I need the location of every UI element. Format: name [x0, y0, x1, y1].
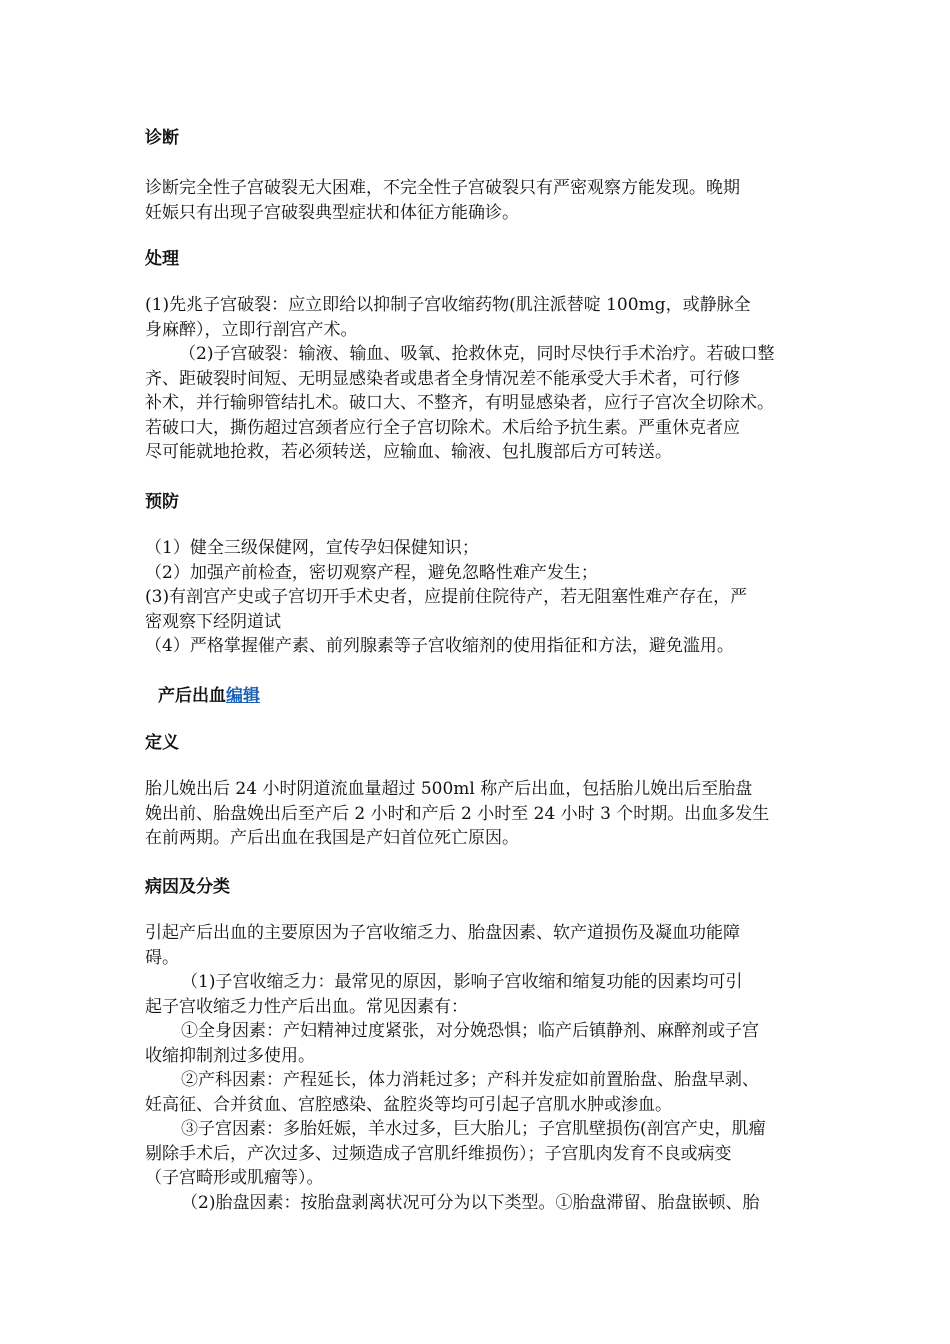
text-line: 碍。 — [145, 947, 179, 968]
heading-prevention: 预防 — [145, 492, 179, 512]
heading-diagnosis: 诊断 — [145, 128, 179, 148]
text-line: 胎儿娩出后 24 小时阴道流血量超过 500ml 称产后出血，包括胎儿娩出后至胎盘 — [145, 779, 753, 799]
edit-link[interactable]: 编辑 — [226, 686, 260, 706]
text-line: 剔除手术后，产次过多、过频造成子宫肌纤维损伤）；子宫肌肉发育不良或病变 — [145, 1143, 732, 1164]
text-line: 娩出前、胎盘娩出后至产后 2 小时和产后 2 小时至 24 小时 3 个时期。出血多发生 — [145, 803, 770, 824]
paragraph-treatment — [145, 293, 810, 465]
text-line: ②产科因素：产程延长，体力消耗过多；产科并发症如前置胎盘、胎盘早剥、 — [181, 1070, 759, 1090]
section-title-text: 产后出血 — [158, 686, 226, 706]
paragraph-etiology — [145, 921, 810, 1215]
paragraph-prevention — [145, 536, 810, 659]
text-line: 密观察下经阴道试 — [145, 611, 281, 632]
text-line: 在前两期。产后出血在我国是产妇首位死亡原因。 — [145, 828, 519, 848]
text-line: （2)子宫破裂：输液、输血、吸氧、抢救休克，同时尽快行手术治疗。若破口整 — [179, 344, 775, 364]
text-line: 补术，并行输卵管结扎术。破口大、不整齐，有明显感染者，应行子宫次全切除术。 — [145, 393, 774, 413]
text-line: ①全身因素：产妇精神过度紧张，对分娩恐惧；临产后镇静剂、麻醉剂或子宫 — [181, 1021, 759, 1041]
text-line: 诊断完全性子宫破裂无大困难，不完全性子宫破裂只有严密观察方能发现。晚期 — [145, 178, 740, 198]
heading-etiology: 病因及分类 — [145, 877, 230, 897]
text-line: 妊娠只有出现子宫破裂典型症状和体征方能确诊。 — [145, 202, 519, 223]
heading-treatment: 处理 — [145, 249, 179, 269]
text-line: 身麻醉），立即行剖宫产术。 — [145, 319, 358, 340]
text-line: （1)子宫收缩乏力：最常见的原因，影响子宫收缩和缩复功能的因素均可引 — [181, 972, 743, 992]
text-line: 齐、距破裂时间短、无明显感染者或患者全身情况差不能承受大手术者，可行修 — [145, 368, 740, 389]
text-line: （2)胎盘因素：按胎盘剥离状况可分为以下类型。①胎盘滞留、胎盘嵌顿、胎 — [181, 1192, 760, 1213]
paragraph-diagnosis — [145, 176, 810, 225]
text-line: 若破口大，撕伤超过宫颈者应行全子宫切除术。术后给予抗生素。严重休克者应 — [145, 417, 740, 438]
text-line: ③子宫因素：多胎妊娠，羊水过多，巨大胎儿；子宫肌壁损伤(剖宫产史，肌瘤 — [181, 1119, 766, 1139]
text-line: （2）加强产前检查，密切观察产程，避免忽略性难产发生； — [145, 562, 598, 583]
text-line: 妊高征、合并贫血、宫腔感染、盆腔炎等均可引起子宫肌水肿或渗血。 — [145, 1094, 672, 1115]
text-line: (3)有剖宫产史或子宫切开手术史者，应提前住院待产，若无阻塞性难产存在，严 — [145, 587, 748, 607]
text-line: 尽可能就地抢救，若必须转送，应输血、输液、包扎腹部后方可转送。 — [145, 442, 672, 462]
paragraph-definition — [145, 777, 810, 851]
text-line: 起子宫收缩乏力性产后出血。常见因素有： — [145, 996, 468, 1017]
text-line: (1)先兆子宫破裂：应立即给以抑制子宫收缩药物(肌注派替啶 100mg，或静脉全 — [145, 295, 751, 315]
text-line: （子宫畸形或肌瘤等）。 — [145, 1168, 324, 1188]
text-line: （1）健全三级保健网，宣传孕妇保健知识； — [145, 538, 479, 558]
text-line: （4）严格掌握催产素、前列腺素等子宫收缩剂的使用指征和方法，避免滥用。 — [145, 636, 734, 656]
text-line: 收缩抑制剂过多使用。 — [145, 1045, 315, 1066]
text-line: 引起产后出血的主要原因为子宫收缩乏力、胎盘因素、软产道损伤及凝血功能障 — [145, 923, 740, 943]
section-title-pph — [158, 684, 260, 708]
heading-definition: 定义 — [145, 733, 179, 753]
